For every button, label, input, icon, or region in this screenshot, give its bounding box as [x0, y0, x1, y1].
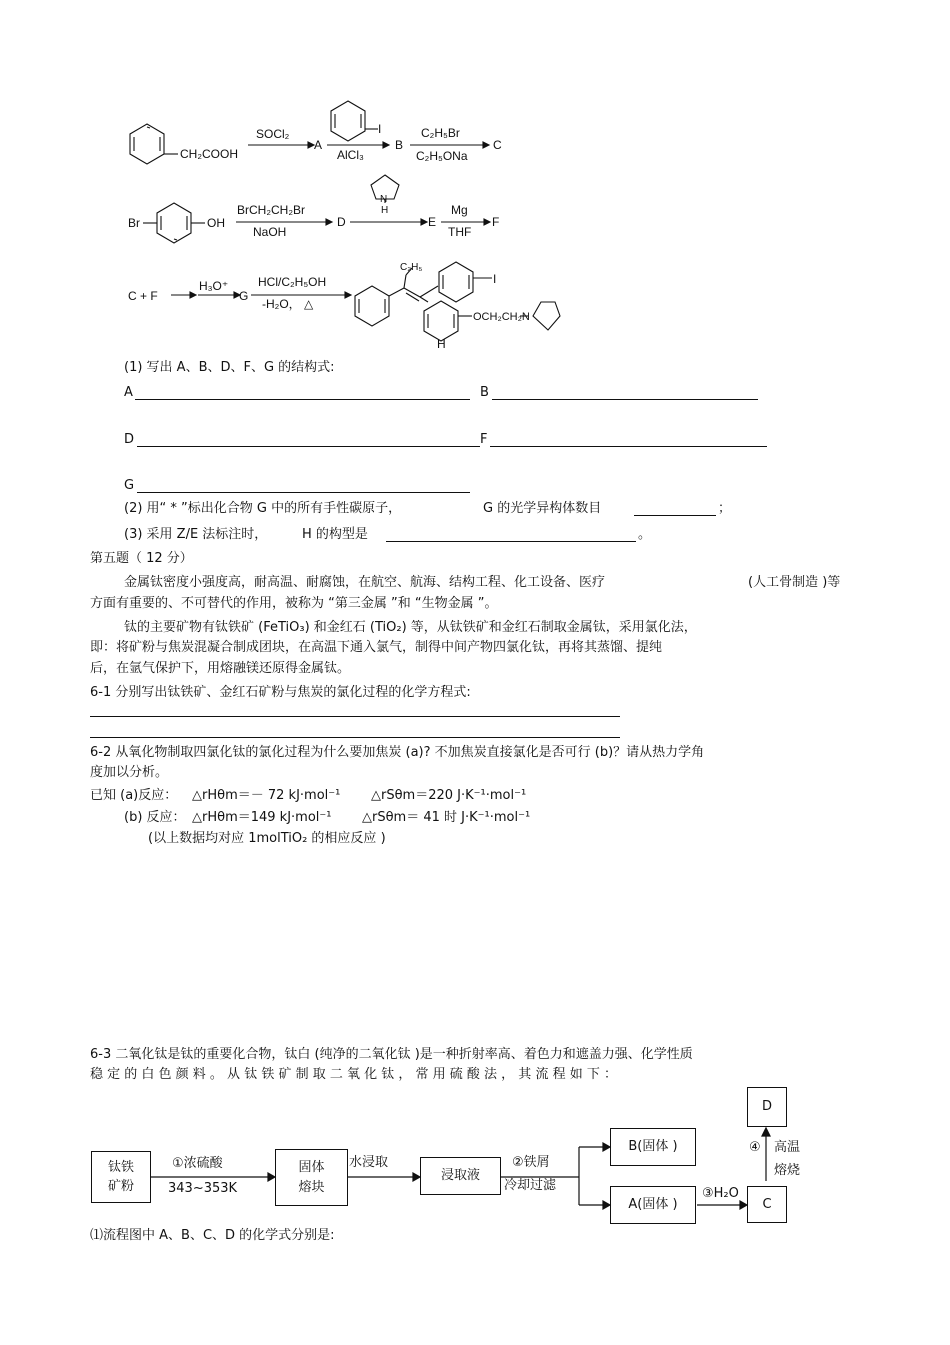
- compound-e-label: E: [428, 215, 437, 229]
- answer-b-line[interactable]: [492, 399, 758, 400]
- paragraph-1-line-2: 方面有重要的、不可替代的作用，被称为 “第三金属 ”和 “生物金属 ”。: [90, 596, 498, 611]
- reagent-label: C₂H₅ONa: [416, 149, 468, 163]
- compound-h-label: H: [437, 337, 446, 351]
- answer-g-label: G: [124, 478, 135, 493]
- reaction-b-enthalpy: △rHθm＝149 kJ·mol⁻¹: [192, 810, 332, 825]
- benzene-ring: [157, 203, 191, 243]
- pyrrolidine-ring: [533, 302, 560, 330]
- reagent-label: SOCl₂: [256, 127, 290, 141]
- benzene-ring: [355, 286, 389, 326]
- reagent-label: C₂H₅Br: [421, 126, 460, 140]
- flow-box-leachate: [420, 1157, 501, 1195]
- reaction-a-enthalpy: △rHθm＝－ 72 kJ·mol⁻¹: [192, 788, 341, 803]
- flow-box-text: 矿粉: [107, 1179, 134, 1194]
- compound-c-label: C: [493, 138, 502, 152]
- answer-f-line[interactable]: [490, 446, 767, 447]
- paragraph-1-line-1b: (人工骨制造 )等: [748, 575, 841, 590]
- flow-step-2-condition: 冷却过滤: [504, 1178, 557, 1193]
- answer-6-1-line-2[interactable]: [90, 737, 620, 738]
- synthesis-scheme: [0, 0, 950, 360]
- flow-step-water: 水浸取: [349, 1155, 389, 1170]
- reagent-label: BrCH₂CH₂Br: [237, 203, 305, 217]
- compound-b-label: B: [395, 138, 404, 152]
- answer-g-line[interactable]: [137, 492, 470, 493]
- section-title: 第五题（ 12 分）: [90, 551, 193, 566]
- flow-step-4-line-2: 熔烧: [774, 1163, 801, 1178]
- group-label: C₂H₅: [400, 262, 423, 273]
- flow-box-text: 固体: [298, 1160, 325, 1175]
- paragraph-2-line-1: 钛的主要矿物有钛铁矿 (FeTiO₃) 和金红石 (TiO₂) 等，从钛铁矿和金红石制取金属钛，采用氯化法，: [124, 620, 697, 635]
- question-6-1-text: 6-1 分别写出钛铁矿、金红石矿粉与焦炭的氯化过程的化学方程式:: [90, 685, 471, 700]
- flow-step-4-number: ④: [749, 1140, 761, 1155]
- answer-configuration-line[interactable]: [386, 541, 636, 542]
- answer-6-1-line-1[interactable]: [90, 716, 620, 717]
- flow-box-d: [747, 1087, 787, 1127]
- flow-box-text: 钛铁: [107, 1159, 134, 1175]
- flow-box-text: 浸取液: [440, 1168, 480, 1184]
- flow-box-a: [610, 1186, 696, 1224]
- structure-label: CH₂COOH: [180, 147, 238, 161]
- flow-step-1-reagent: ①浓硫酸: [172, 1156, 223, 1171]
- answer-a-label: A: [124, 385, 133, 400]
- atom-label: I: [378, 122, 382, 136]
- reagent-label: NaOH: [253, 225, 287, 239]
- flow-step-1-condition: 343~353K: [168, 1181, 238, 1196]
- question-3-text: (3) 采用 Z/E 法标注时，: [124, 527, 268, 542]
- data-note: (以上数据均对应 1molTiO₂ 的相应反应 ): [148, 831, 386, 846]
- flow-step-2-reagent: ②铁屑: [512, 1155, 550, 1170]
- question-6-2-line-1: 6-2 从氧化物制取四氯化钛的氯化过程为什么要加焦炭 (a)? 不加焦炭直接氯化是否可行 (b)？请从热力学角: [90, 745, 705, 760]
- flow-box-solid-melt: [275, 1149, 348, 1206]
- reaction-b-prefix: (b) 反应：: [124, 810, 186, 825]
- flow-box-b: [610, 1128, 696, 1166]
- flow-box-ilmenite: [91, 1151, 151, 1203]
- flow-box-text: C: [762, 1196, 772, 1212]
- reagent-label: HCl/C₂H₅OH: [258, 275, 327, 289]
- question-6-3-line-1: 6-3 二氧化钛是钛的重要化合物，钛白 (纯净的二氧化钛 )是一种折射率高、着色力和遮盖力强、化学性质: [90, 1047, 693, 1062]
- reaction-a-prefix: 已知 (a)反应：: [90, 788, 178, 803]
- question-3-end: 。: [638, 527, 652, 542]
- answer-f-label: F: [480, 432, 488, 447]
- atom-label: OH: [207, 216, 225, 230]
- benzene-ring: [331, 101, 365, 141]
- compound-a-label: A: [314, 138, 323, 152]
- compound-g-label: G: [239, 289, 249, 303]
- question-6-2-line-2: 度加以分析。: [90, 765, 169, 780]
- reagent-label: AlCl₃: [337, 148, 364, 162]
- atom-label: I: [493, 272, 497, 286]
- flow-step-4-line-1: 高温: [774, 1140, 801, 1155]
- reagent-label: H₃O⁺: [199, 279, 229, 293]
- compound-d-label: D: [337, 215, 346, 229]
- flow-box-text: 熔块: [298, 1179, 325, 1195]
- reagent-label: -H₂O， △: [262, 297, 314, 311]
- paragraph-2-line-3: 后，在氩气保护下，用熔融镁还原得金属钛。: [90, 661, 351, 676]
- group-label: OCH₂CH₂N: [473, 311, 530, 323]
- benzene-ring: [439, 262, 473, 302]
- question-2-end: ；: [718, 501, 732, 516]
- question-2-text: (2) 用“ * ”标出化合物 G 中的所有手性碳原子，: [124, 501, 402, 516]
- flow-box-text: A(固体 ): [628, 1197, 678, 1213]
- reaction-a-entropy: △rSθm＝220 J·K⁻¹·mol⁻¹: [371, 788, 527, 803]
- answer-d-line[interactable]: [137, 446, 480, 447]
- question-6-3-line-2: 稳 定 的 白 色 颜 料 。 从 钛 铁 矿 制 取 二 氧 化 钛 ， 常 用 硫 酸 法 ， 其 流 程 如 下 ：: [90, 1067, 617, 1082]
- paragraph-1-line-1: 金属钛密度小强度高，耐高温、耐腐蚀，在航空、航海、结构工程、化工设备、医疗: [124, 575, 606, 590]
- question-1-prompt: (1) 写出 A、B、D、F、G 的结构式:: [124, 360, 335, 375]
- flow-box-c: [747, 1186, 787, 1223]
- flow-box-text: B(固体 ): [628, 1139, 678, 1155]
- question-3-text-b: H 的构型是: [302, 527, 368, 542]
- benzene-ring: [424, 301, 458, 341]
- answer-d-label: D: [124, 432, 135, 447]
- reactants-label: C + F: [128, 289, 158, 303]
- question-2-text-b: G 的光学异构体数目: [483, 501, 602, 516]
- paragraph-2-line-2: 即：将矿粉与焦炭混凝合制成团块，在高温下通入氯气，制得中间产物四氯化钛，再将其蒸馏、提纯: [90, 640, 663, 655]
- answer-a-line[interactable]: [135, 399, 470, 400]
- benzene-ring: [130, 124, 164, 164]
- compound-f-label: F: [492, 215, 500, 229]
- atom-label: H: [381, 205, 389, 216]
- atom-label: Br: [128, 216, 140, 230]
- flow-step-3: ③H₂O: [702, 1186, 739, 1201]
- question-6-3-1-text: ⑴流程图中 A、B、C、D 的化学式分别是:: [90, 1228, 335, 1243]
- reagent-label: Mg: [451, 203, 468, 217]
- reagent-label: THF: [448, 225, 472, 239]
- answer-isomer-count-line[interactable]: [634, 515, 716, 516]
- reaction-b-entropy: △rSθm＝ 41 时 J·K⁻¹·mol⁻¹: [362, 810, 531, 825]
- flow-box-text: D: [761, 1099, 772, 1115]
- atom-label: N: [380, 194, 388, 205]
- answer-b-label: B: [480, 385, 489, 400]
